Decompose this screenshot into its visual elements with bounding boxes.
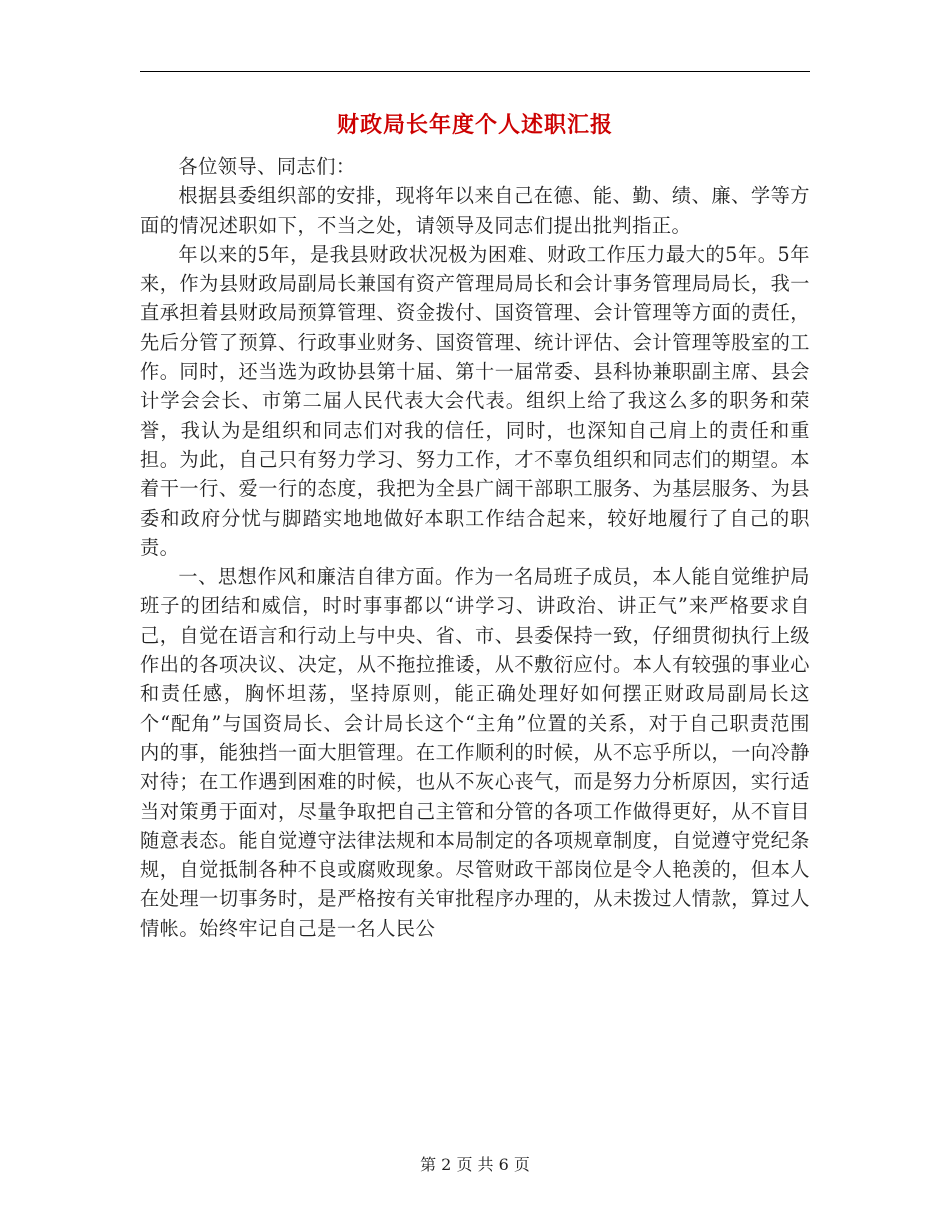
document-title: 财政局长年度个人述职汇报: [336, 112, 613, 138]
footer-prefix: 第: [420, 1155, 437, 1174]
footer-middle: 页 共: [456, 1155, 494, 1174]
footer-total-pages: 6: [498, 1155, 509, 1174]
footer-suffix: 页: [513, 1155, 530, 1174]
background-paragraph: 年以来的5年，是我县财政状况极为困难、财政工作压力最大的5年。5年来，作为县财政局副局长兼国有资产管理局局长和会计事务管理局局长，我一直承担着县财政局预算管理、资金拨付、国资管理、会计管理等方面的责任，先后分管了预算、行政事业财务、国资管理、统计评估、会计管理等股室的工作。同时，还当选为政协县第十届、第十一届常委、县科协兼职副主席、县会计学会会长、市第二届人民代表大会代表。组织上给了我这么多的职务和荣誉，我认为是组织和同志们对我的信任，同时，也深知自己肩上的责任和重担。为此，自己只有努力学习、努力工作，才不辜负组织和同志们的期望。本着干一行、爱一行的态度，我把为全县广阔干部职工服务、为基层服务、为县委和政府分忧与脚踏实地地做好本职工作结合起来，较好地履行了自己的职责。: [140, 242, 810, 559]
intro-paragraph: 根据县委组织部的安排，现将年以来自己在德、能、勤、绩、廉、学等方面的情况述职如下，不当之处，请领导及同志们提出批判指正。: [140, 184, 810, 237]
section-one-paragraph: 一、思想作风和廉洁自律方面。作为一名局班子成员，本人能自觉维护局班子的团结和威信，时时事事都以“讲学习、讲政治、讲正气”来严格要求自己，自觉在语言和行动上与中央、省、市、县委保持一致，仔细贯彻执行上级作出的各项决议、决定，从不拖拉推诿，从不敷衍应付。本人有较强的事业心和责任感，胸怀坦荡，坚持原则，能正确处理好如何摆正财政局副局长这个“配角”与国资局长、会计局长这个“主角”位置的关系，对于自己职责范围内的事，能独挡一面大胆管理。在工作顺利的时候，从不忘乎所以，一向冷静对待；在工作遇到困难的时候，也从不灰心丧气，而是努力分析原因，实行适当对策勇于面对，尽量争取把自己主管和分管的各项工作做得更好，从不盲目随意表态。能自觉遵守法律法规和本局制定的各项规章制度，自觉遵守党纪条规，自觉抵制各种不良或腐败现象。尽管财政干部岗位是令人艳羡的，但本人在处理一切事务时，是严格按有关审批程序办理的，从未拨过人情款，算过人情帐。始终牢记自己是一名人民公: [140, 565, 810, 940]
page-footer: [0, 1154, 950, 1176]
greeting-paragraph: 各位领导、同志们：: [178, 155, 356, 178]
header-rule: [140, 71, 810, 72]
document-body: [140, 152, 810, 943]
footer-current-page: 2: [441, 1155, 452, 1174]
